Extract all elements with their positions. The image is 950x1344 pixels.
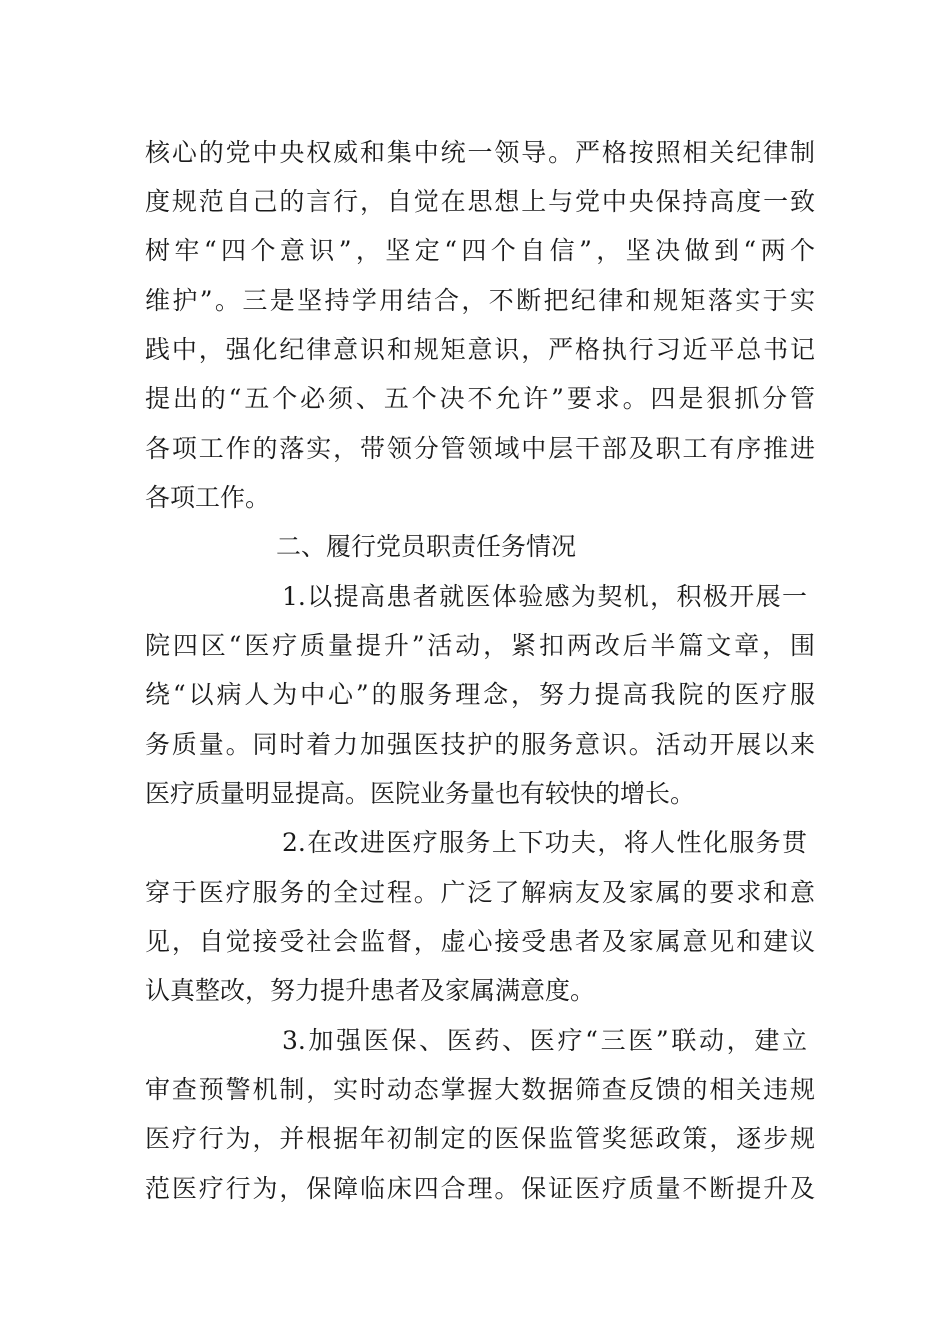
text-line: 务质量。同时着力加强医技护的服务意识。活动开展以来 xyxy=(145,730,815,759)
text-line: 核心的党中央权威和集中统一领导。严格按照相关纪律制 xyxy=(145,138,815,167)
numbered-paragraph-start: 3.加强医保、医药、医疗“三医”联动，建立 xyxy=(282,1026,807,1055)
text-line: 审查预警机制，实时动态掌握大数据筛查反馈的相关违规 xyxy=(145,1075,815,1104)
text-line: 绕“以病人为中心”的服务理念，努力提高我院的医疗服 xyxy=(145,680,815,709)
text-line: 范医疗行为，保障临床四合理。保证医疗质量不断提升及 xyxy=(145,1174,815,1203)
text-line: 医疗质量明显提高。医院业务量也有较快的增长。 xyxy=(145,779,696,808)
text-line: 维护”。三是坚持学用结合，不断把纪律和规矩落实于实 xyxy=(145,286,815,315)
text-line: 医疗行为，并根据年初制定的医保监管奖惩政策，逐步规 xyxy=(145,1124,815,1153)
text-line: 提出的“五个必须、五个决不允许”要求。四是狠抓分管 xyxy=(145,384,815,413)
text-line: 见，自觉接受社会监督，虚心接受患者及家属意见和建议 xyxy=(145,927,815,956)
text-line: 树牢“四个意识”，坚定“四个自信”，坚决做到“两个 xyxy=(145,236,815,265)
text-line: 度规范自己的言行，自觉在思想上与党中央保持高度一致 xyxy=(145,187,815,216)
text-line: 院四区“医疗质量提升”活动，紧扣两改后半篇文章，围 xyxy=(145,631,815,660)
numbered-paragraph-start: 1.以提高患者就医体验感为契机，积极开展一 xyxy=(282,582,807,611)
text-line: 践中，强化纪律意识和规矩意识，严格执行习近平总书记 xyxy=(145,335,815,364)
numbered-paragraph-start: 2.在改进医疗服务上下功夫，将人性化服务贯 xyxy=(282,828,807,857)
section-heading: 二、履行党员职责任务情况 xyxy=(276,532,577,561)
text-line: 各项工作的落实，带领分管领域中层干部及职工有序推进 xyxy=(145,434,815,463)
text-line: 穿于医疗服务的全过程。广泛了解病友及家属的要求和意 xyxy=(145,878,815,907)
text-line: 各项工作。 xyxy=(145,483,271,512)
text-line: 认真整改，努力提升患者及家属满意度。 xyxy=(145,976,596,1005)
